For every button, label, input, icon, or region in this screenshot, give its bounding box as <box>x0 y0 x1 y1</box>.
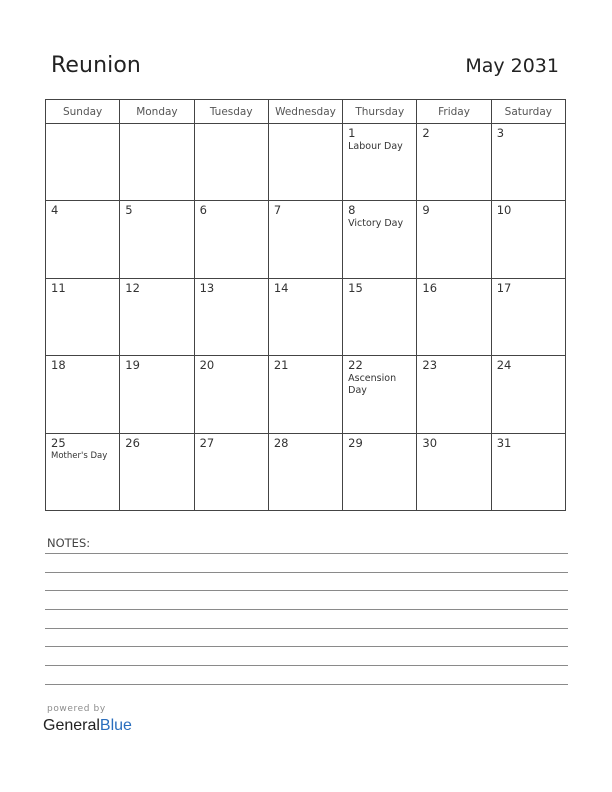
week-row <box>46 124 566 201</box>
day-number: 31 <box>496 435 512 450</box>
day-cell <box>268 124 342 201</box>
day-cell <box>120 124 194 201</box>
day-cell <box>46 124 120 201</box>
day-number: 22 <box>348 358 363 373</box>
day-number: 30 <box>422 435 438 450</box>
day-number: 5 <box>125 203 133 218</box>
powered-by-text: powered by <box>47 704 106 714</box>
weekday-wednesday: Wednesday <box>268 100 342 124</box>
day-number: 18 <box>51 358 66 373</box>
calendar-grid <box>45 99 566 511</box>
generalblue-logo[interactable] <box>43 717 132 735</box>
month-title: May 2031 <box>465 55 559 77</box>
holiday-label: Labour Day <box>348 141 403 152</box>
week-row <box>46 201 566 278</box>
day-number: 9 <box>422 203 430 218</box>
day-cell <box>194 356 268 433</box>
note-line <box>45 665 568 666</box>
note-line <box>45 646 568 647</box>
day-number: 17 <box>496 280 512 295</box>
day-cell <box>268 278 342 355</box>
day-number: 12 <box>125 280 140 295</box>
weekday-thursday: Thursday <box>343 100 417 124</box>
day-cell <box>194 201 268 278</box>
weekday-saturday: Saturday <box>491 100 565 124</box>
day-cell <box>343 201 417 278</box>
day-cell <box>46 433 120 510</box>
day-cell <box>491 201 565 278</box>
day-cell <box>491 124 565 201</box>
day-number: 7 <box>273 203 282 218</box>
day-cell <box>491 433 565 510</box>
note-line <box>45 590 568 591</box>
day-number: 20 <box>199 358 215 373</box>
note-line <box>45 553 568 554</box>
day-number: 27 <box>199 435 215 450</box>
day-cell <box>343 356 417 433</box>
day-cell <box>417 356 491 433</box>
note-line <box>45 684 568 685</box>
brand-general: General <box>43 717 100 734</box>
day-cell <box>120 278 194 355</box>
day-cell <box>343 278 417 355</box>
day-number: 13 <box>199 280 215 295</box>
note-line <box>45 609 568 610</box>
notes-label: NOTES: <box>47 536 91 550</box>
day-cell <box>268 433 342 510</box>
day-number: 3 <box>496 126 505 140</box>
day-cell <box>46 356 120 433</box>
day-cell <box>417 124 491 201</box>
day-cell <box>46 201 120 278</box>
day-number: 23 <box>422 358 438 373</box>
weekday-header-row <box>46 100 566 124</box>
day-cell <box>268 356 342 433</box>
page-title: Reunion <box>51 53 141 78</box>
day-number: 29 <box>348 435 363 450</box>
day-number: 14 <box>273 280 289 295</box>
weekday-tuesday: Tuesday <box>194 100 268 124</box>
day-cell <box>46 278 120 355</box>
day-cell <box>417 278 491 355</box>
day-number: 8 <box>348 203 356 218</box>
weekday-friday: Friday <box>417 100 491 124</box>
holiday-label: Mother's Day <box>51 450 108 461</box>
day-number: 1 <box>348 126 356 140</box>
day-cell <box>343 433 417 510</box>
day-number: 2 <box>422 126 430 140</box>
holiday-label: Ascension Day <box>348 373 397 397</box>
day-number: 15 <box>348 280 363 295</box>
day-cell <box>491 278 565 355</box>
day-cell <box>120 433 194 510</box>
day-number: 25 <box>51 435 66 450</box>
day-number: 11 <box>51 280 66 295</box>
holiday-label: Victory Day <box>348 218 404 230</box>
weekday-monday: Monday <box>120 100 194 124</box>
brand-blue: Blue <box>99 717 132 734</box>
day-cell <box>417 433 491 510</box>
day-cell <box>194 433 268 510</box>
day-number: 4 <box>51 203 59 218</box>
day-cell <box>194 124 268 201</box>
note-line <box>45 628 568 629</box>
week-row <box>46 278 566 355</box>
day-cell <box>268 201 342 278</box>
day-number: 10 <box>496 203 512 218</box>
day-cell <box>491 356 565 433</box>
week-row <box>46 433 566 510</box>
day-number: 19 <box>125 358 140 373</box>
day-number: 24 <box>496 358 512 373</box>
day-cell <box>120 201 194 278</box>
day-cell <box>194 278 268 355</box>
day-number: 21 <box>273 358 289 373</box>
weekday-sunday: Sunday <box>46 100 120 124</box>
day-number: 28 <box>273 435 289 450</box>
day-number: 6 <box>199 203 207 218</box>
day-number: 26 <box>125 435 140 450</box>
day-cell <box>343 124 417 201</box>
day-number: 16 <box>422 280 438 295</box>
day-cell <box>417 201 491 278</box>
day-cell <box>120 356 194 433</box>
note-line <box>45 572 568 573</box>
week-row <box>46 356 566 433</box>
